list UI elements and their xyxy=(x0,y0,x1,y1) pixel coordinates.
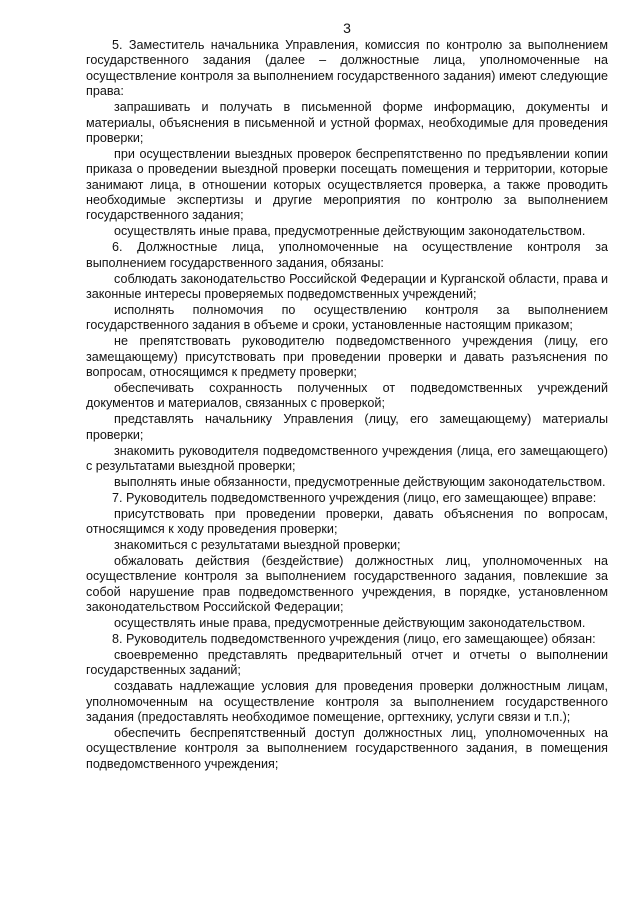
paragraph-duty-preserve-documents: обеспечивать сохранность полученных от подведомственных учреждений документов и материалов, связанных с проверкой; xyxy=(86,380,608,411)
paragraph-right-onsite-visit: при осуществлении выездных проверок беспрепятственно по предъявлении копии приказа о проведении выездной проверки посещать помещения и территории, которые занимают лица, в отношении которых осуществляется проверка, а также проводить необходимые экспертизы и другие мероприятия по контролю за выполнением государственного задания; xyxy=(86,146,608,223)
paragraph-item-8: 8. Руководитель подведомственного учреждения (лицо, его замещающее) обязан: xyxy=(112,631,596,646)
paragraph-item-6: 6. Должностные лица, уполномоченные на осуществление контроля за выполнением государственного задания, обязаны: xyxy=(86,240,608,270)
paragraph-right-request-info: запрашивать и получать в письменной форме информацию, документы и материалы, объяснения в письменной и устной формах, необходимые для проведения проверки; xyxy=(86,100,608,145)
paragraph-head-duty-conditions: создавать надлежащие условия для проведения проверки должностным лицам, уполномоченным на осуществление контроля за выполнением государственного задания (предоставлять необходимое помещение, оргтехнику, услуги связи и т.п.); xyxy=(86,679,608,724)
paragraph-duty-exercise-powers: исполнять полномочия по осуществлению контроля за выполнением государственного задания в объеме и сроки, установленные настоящим приказом; xyxy=(86,302,608,333)
page-number: 3 xyxy=(343,20,351,36)
paragraph-head-right-appeal: обжаловать действия (бездействие) должностных лиц, уполномоченных на осуществление контроля за выполнением государственного задания, повлекшие за собой нарушение прав подведомственного учреждения, в порядке, установленном законодательством Российской Федерации; xyxy=(86,553,608,615)
paragraph-head-right-review: знакомиться с результатами выездной проверки; xyxy=(114,538,401,552)
document-page xyxy=(86,20,608,773)
paragraph-item-7: 7. Руководитель подведомственного учреждения (лицо, его замещающее) вправе: xyxy=(112,490,597,505)
paragraph-head-duty-report: своевременно представлять предварительный отчет и отчеты о выполнении государственных заданий; xyxy=(86,647,608,678)
paragraph-right-other: осуществлять иные права, предусмотренные действующим законодательством. xyxy=(114,224,586,239)
paragraph-duty-inform-results: знакомить руководителя подведомственного учреждения (лица, его замещающего) с результатами выездной проверки; xyxy=(86,443,608,473)
document-body xyxy=(86,38,608,772)
paragraph-head-right-attend: присутствовать при проведении проверки, давать объяснения по вопросам, относящимся к ходу проведения проверки; xyxy=(86,506,608,537)
paragraph-head-right-other: осуществлять иные права, предусмотренные действующим законодательством. xyxy=(114,616,586,631)
paragraph-duty-submit-materials: представлять начальнику Управления (лицу, его замещающему) материалы проверки; xyxy=(86,412,608,442)
paragraph-duty-not-obstruct: не препятствовать руководителю подведомственного учреждения (лицу, его замещающему) присутствовать при проведении проверки и давать разъяснения по вопросам, относящимся к предмету проверки; xyxy=(86,334,608,380)
paragraph-duty-other: выполнять иные обязанности, предусмотренные действующим законодательством. xyxy=(114,474,606,489)
paragraph-duty-comply-law: соблюдать законодательство Российской Федерации и Курганской области, права и законные интересы проверяемых подведомственных учреждений; xyxy=(86,271,608,301)
paragraph-head-duty-access: обеспечить беспрепятственный доступ должностных лиц, уполномоченных на осуществление контроля за выполнением государственного задания, в помещения подведомственного учреждения; xyxy=(86,725,608,771)
paragraph-item-5: 5. Заместитель начальника Управления, комиссия по контролю за выполнением государственного задания (далее – должностные лица, уполномоченные на осуществление контроля за выполнением государственного задания) имеют следующие права: xyxy=(86,38,608,99)
